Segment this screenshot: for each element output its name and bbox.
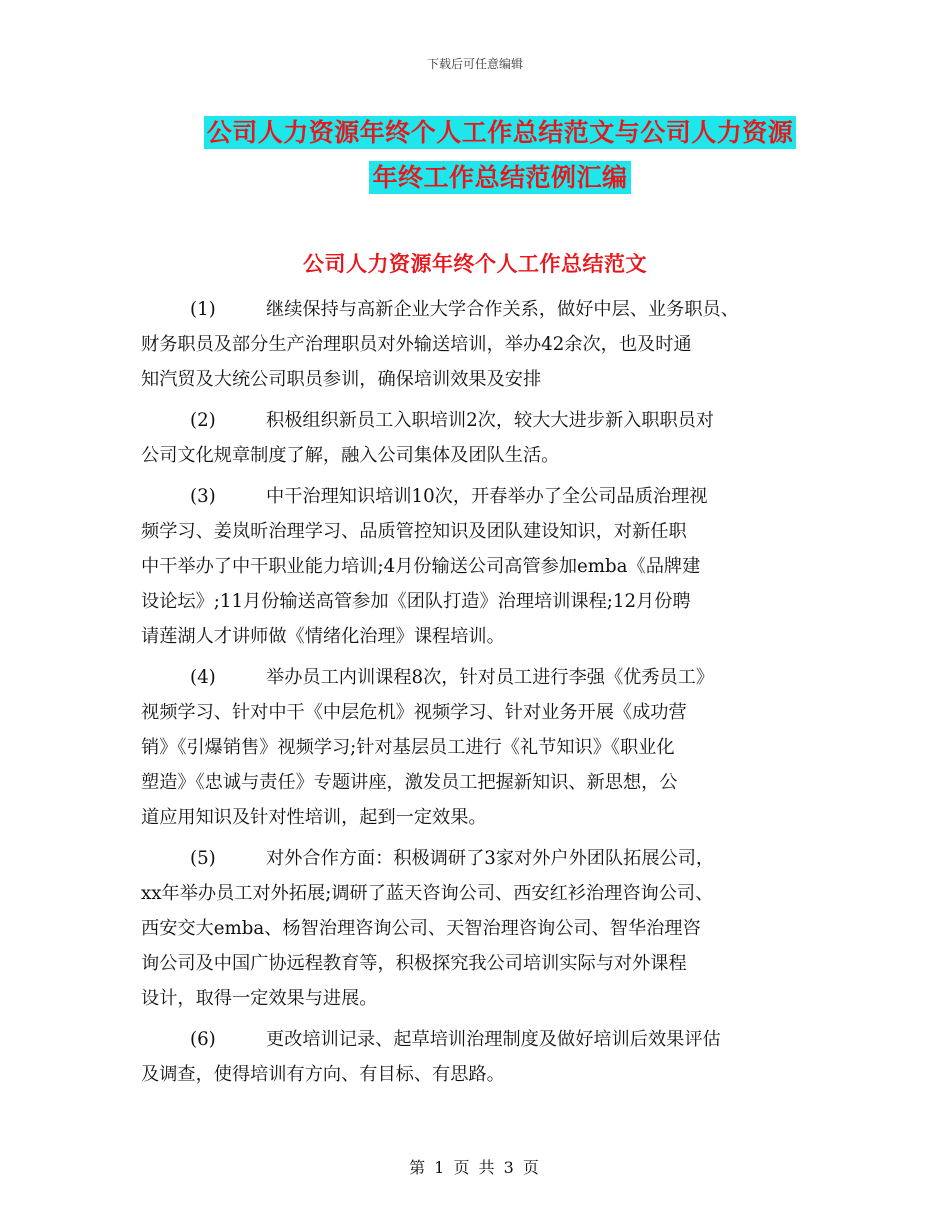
paragraph-text: 频学习、姜岚昕治理学习、品质管控知识及团队建设知识，对新任职 [141, 521, 687, 542]
paragraph-text: 更改培训记录、起草培训治理制度及做好培训后效果评估 [266, 1029, 721, 1050]
header-note: 下载后可任意编辑 [426, 57, 523, 71]
paragraph-5-line-3 [141, 917, 831, 941]
paragraph-number: (2) [190, 410, 216, 431]
paragraph-number: (1) [190, 299, 216, 320]
paragraph-text: 设计，取得一定效果与进展。 [141, 988, 378, 1009]
paragraph-5-line-5 [141, 987, 831, 1011]
document-title-text-1: 公司人力资源年终个人工作总结范文与公司人力资源 [204, 116, 797, 149]
paragraph-4-line-4 [141, 771, 831, 795]
paragraph-4-line-1 [190, 666, 880, 690]
paragraph-5-line-4 [141, 952, 831, 976]
document-title-text-2: 年终工作总结范例汇编 [369, 161, 630, 194]
paragraph-5-line-1 [190, 847, 880, 871]
section-title: 公司人力资源年终个人工作总结范文 [303, 252, 647, 276]
paragraph-text: 积极组织新员工入职培训2次，较大大进步新入职职员对 [266, 410, 715, 431]
paragraph-number: (4) [190, 667, 216, 688]
paragraph-4-line-5 [141, 806, 831, 830]
paragraph-1-line-1 [190, 298, 880, 322]
paragraph-text: 西安交大emba、杨智治理咨询公司、天智治理咨询公司、智华治理咨 [141, 918, 701, 939]
paragraph-3-line-4 [141, 590, 831, 614]
paragraph-number: (5) [190, 848, 216, 869]
paragraph-3-line-5 [141, 625, 831, 649]
paragraph-text: 视频学习、针对中干《中层危机》视频学习、针对业务开展《成功营 [141, 702, 687, 723]
paragraph-text: 销》《引爆销售》视频学习;针对基层员工进行《礼节知识》《职业化 [141, 737, 675, 758]
paragraph-text: 请莲湖人才讲师做《情绪化治理》课程培训。 [141, 626, 505, 647]
paragraph-text: 中干举办了中干职业能力培训;4月份输送公司高管参加emba《品牌建 [141, 556, 701, 577]
paragraph-text: 道应用知识及针对性培训，起到一定效果。 [141, 807, 487, 828]
paragraph-3-line-1 [190, 485, 880, 509]
paragraph-text: 举办员工内训课程8次，针对员工进行李强《优秀员工》 [266, 667, 715, 688]
paragraph-3-line-3 [141, 555, 831, 579]
paragraph-text: 中干治理知识培训10次，开春举办了全公司品质治理视 [266, 486, 708, 507]
paragraph-2-line-2 [141, 444, 831, 468]
paragraph-1-line-3 [141, 368, 831, 392]
paragraph-text: xx年举办员工对外拓展;调研了蓝天咨询公司、西安红衫治理咨询公司、 [141, 883, 714, 904]
paragraph-text: 知汽贸及大统公司职员参训，确保培训效果及安排 [141, 369, 542, 390]
paragraph-1-line-2 [141, 333, 831, 357]
paragraph-text: 公司文化规章制度了解，融入公司集体及团队生活。 [141, 445, 560, 466]
paragraph-4-line-2 [141, 701, 831, 725]
document-title-line-2 [150, 158, 850, 194]
paragraph-text: 询公司及中国广协远程教育等，积极探究我公司培训实际与对外课程 [141, 953, 687, 974]
paragraph-text: 对外合作方面：积极调研了3家对外户外团队拓展公司， [266, 848, 715, 869]
paragraph-6-line-1 [190, 1028, 880, 1052]
paragraph-number: (3) [190, 486, 216, 507]
paragraph-4-line-3 [141, 736, 831, 760]
paragraph-2-line-1 [190, 409, 880, 433]
paragraph-5-line-2 [141, 882, 831, 906]
paragraph-text: 及调查，使得培训有方向、有目标、有思路。 [141, 1064, 505, 1085]
paragraph-number: (6) [190, 1029, 216, 1050]
paragraph-text: 塑造》《忠诚与责任》专题讲座，激发员工把握新知识、新思想，公 [141, 772, 678, 793]
page-footer: 第 1 页 共 3 页 [409, 1158, 541, 1177]
paragraph-text: 继续保持与高新企业大学合作关系，做好中层、业务职员、 [266, 299, 739, 320]
paragraph-text: 设论坛》;11月份输送高管参加《团队打造》治理培训课程;12月份聘 [141, 591, 691, 612]
paragraph-3-line-2 [141, 520, 831, 544]
document-title-line-1 [150, 113, 850, 149]
paragraph-text: 财务职员及部分生产治理职员对外输送培训，举办42余次，也及时通 [141, 334, 692, 355]
paragraph-6-line-2 [141, 1063, 831, 1087]
